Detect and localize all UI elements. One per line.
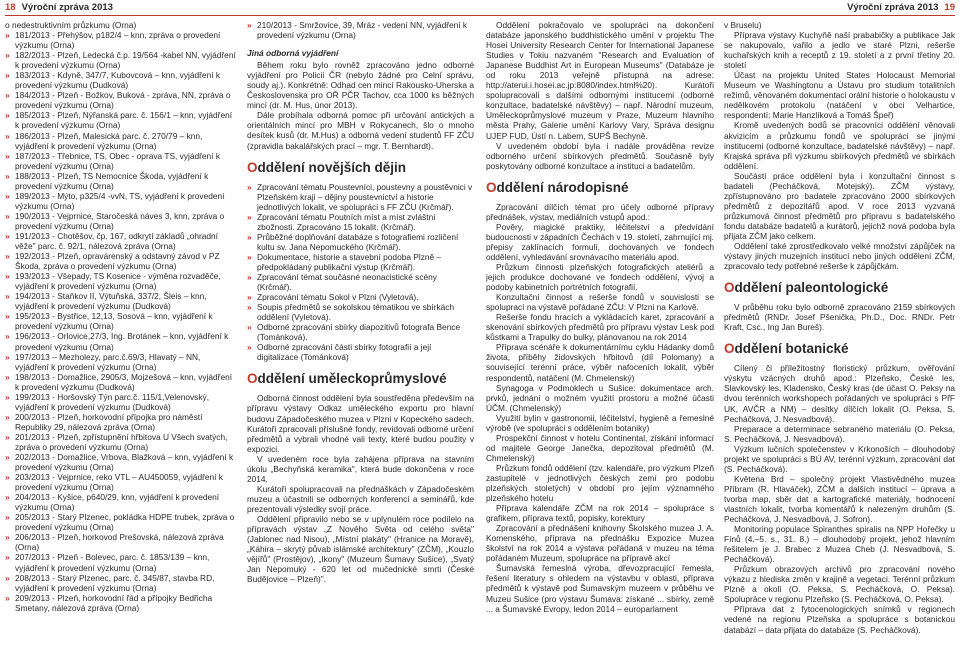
col4-paragraph: Květena Brd – společný projekt Vlastivědného muzea Příbram (R. Hlaváček), ZČM a dalších institucí – úprava a tvorba map, sběr dat a kartografické materiály, hodnocení vlastních lokalit, tvorba komentářů k nalezeným druhům (S. Pecháčková, J. Nesvadbová, J. Sofron). xyxy=(724,473,955,525)
list-item: » 202/2013 - Domažlice, Vrbova, Blažková – knn, vyjádření k provedení výzkumu (Orna) xyxy=(5,452,234,473)
section-heading: Oddělení paleontologické xyxy=(724,280,889,296)
col3-paragraph: Prospekční činnost v hotelu Continental, získání informací od majitele George Janečka, depozitoval předmětů (M. Chmelenský) xyxy=(486,432,714,463)
bullet-marker-icon: » xyxy=(5,431,10,442)
list-item: » 201/2013 - Plzeň, zpřístupnění hřbitova U Všech svatých, zpráva o provedení výzkumu (Orna) xyxy=(5,431,228,452)
col4-paragraph: Monitoring populace Spiranthes spiralis na NPP Hořečky u Fínů (4.–5. s., 31. 8.) – dlouhodobý projekt, jehož hlavním řešitelem je J. Brabec z Muzea Cheb (J. Nesvadbová, S. Pecháčková). xyxy=(724,524,955,565)
list-item: » 208/2013 - Starý Plzenec, parc. č. 345/87, stavba RD, vyjádření k provedení výzkumu (Orna) xyxy=(5,572,215,593)
col3-paragraph: Zpracování dílčích témat pro účely odborné přípravy přednášek, výstav, mediálních vstupů apod.: xyxy=(486,201,714,222)
header-rule xyxy=(5,15,955,16)
col4-paragraph: Součástí práce oddělení byla i konzultační činnost s badateli (Pecháčková, Motejský). ZČM výstavy, zpřístupnováno pro badatele zpracováno 2000 sbírkových předmětů z depozitářů apod. V roce 2013 vyzvaná průzkumová činnost předmětů pro přípravu s badatelského fondu databáze badatelů a kurátorů, jejichž nová podoba byla přijata ZČM jako celkem. xyxy=(724,170,955,241)
col2-paragraph: Odborná činnost oddělení byla soustředěna především na přípravu výstavy Odkaz uměleckého exportu pro hlavní budovu Západočeského muzea v Plzni v Kopeckého sadech. Kurátoři zpracovali příslušné fondy, revidovali odborné určení předmětů a vybrali vhodné vali texty, které budou použity v expozici. xyxy=(247,393,474,454)
column-3 xyxy=(486,20,714,648)
col1-lead: o nedestruktivním průzkumu (Orna) xyxy=(5,20,137,30)
bullet-marker-icon: » xyxy=(5,371,10,382)
col3-paragraph: Konzultační činnost a rešerše fondů v souvislosti se spoluprací na výstavě pořádané ZČU: V Plzni na Karlově. xyxy=(486,292,714,313)
col2-paragraph: Během roku bylo rovněž zpracováno jedno odborné vyjádření pro Policii ČR (nebylo žádné pro Celní správu, soudy aj.). Konkrétně: Odhad cen mincí Rakousko-Uherska a Československa pro OŘ PČR Tachov, cca 1000 ks běžných mincí (dr. M. Hus, únor 2013). xyxy=(247,60,474,111)
list-item: » 191/2013 - Chotěšov, čp. 167, odkrytí základů „ohradní věže" parc. č. 92/1, nálezová zpráva (Orna) xyxy=(5,230,218,252)
bullet-marker-icon: » xyxy=(5,190,10,201)
col3-paragraph: Příprava kalendáře ZČM na rok 2014 – spolupráce s grafikem, příprava textů, popisky, korektury xyxy=(486,503,714,524)
list-item: » 210/2013 - Smržovice, 39, Mráz - vedení NN, vyjádření k provedení výzkumu (Orna) xyxy=(247,20,468,41)
list-item: » Zpracování témat součásné neonacistické scény (Krčmář). xyxy=(247,271,437,293)
list-item: » 200/2013 - Plzeň, horkovodní přípojka pro náměstí Republiky 29, nálezová zpráva (Orna) xyxy=(5,411,203,432)
col4-paragraph: Preparace a determinace sebraného materiálu (O. Peksa, S. Pecháčková, J. Nesvadbová). xyxy=(724,423,955,444)
list-item: » Soupis předmětů se sokolskou tématikou ve sbírkách oddělení (Vyletová). xyxy=(247,302,455,323)
list-item: » 184/2013 - Plzeň - Božkov, Buková - zpráva, NN, zpráva o provedení výzkumu (Orna) xyxy=(5,90,231,111)
col4-paragraph: Příprava dat z fytocenologických snímků v regionech vedené na regionu Plzeňska a spolupráce s botanickou databází – data přijata do databáze (S. Pecháčková). xyxy=(724,604,955,635)
list-item: » 206/2013 - Plzeň, horkovod Prešovská, nálezová zpráva (Orna) xyxy=(5,532,224,553)
col4-paragraph: Příprava výstavy Kuchyňě naší prababičky a publikace Jak se nakupovalo, vařilo a jedlo ve staré Plzni, rešerše kuchařských knih a receptů z 19. století a z první třetiny 20. století xyxy=(724,30,955,71)
list-item: » 197/2013 – Mezholezy, parc.č.69/3, Hlavatý – NN, vyjádření k provedení výzkumu (Orna) xyxy=(5,351,201,372)
list-item: » Odborné zpracování sbírky diapozitivů fotografa Bence (Tománková). xyxy=(247,322,461,343)
bullet-marker-icon: » xyxy=(5,210,10,221)
col3-paragraph: Využití bylin v gastronomii, léčitelství, hygieně a řemeslné výrobě (ve spolupráci s oddělením botaniky) xyxy=(486,412,714,433)
section-heading: Oddělení uměleckoprůmyslové xyxy=(247,371,447,387)
bullet-marker-icon: » xyxy=(5,271,10,282)
list-item: » 207/2013 - Plzeň - Bolevec, parc. č. 1853/139 – knn, vyjádření k provedení výzkumu (Orna) xyxy=(5,552,210,573)
list-item: » 185/2013 - Plzeň, Nýřanská parc. č. 156/1 – knn, vyjádření k provedení výzkumu (Orna) xyxy=(5,110,233,131)
list-item: » 186/2013 - Plzeň, Malesická parc. č. 270/79 – knn, vyjádření k provedení výzkumu (Orna) xyxy=(5,130,203,151)
col3-paragraph: Průzkum činnosti plzeňských fotografických ateliérů a jejich produkce dochované ve fondech oddělení, vývoj a podoby kabinetních portrétních fotografií. xyxy=(486,261,714,293)
bullet-marker-icon: » xyxy=(5,512,10,523)
bullet-marker-icon: » xyxy=(5,492,10,503)
list-item: » 196/2013 - Orlovice,27/3, Ing. Brotánek – knn, vyjádření k provedení výzkumu (Orna) xyxy=(5,331,229,352)
bullet-marker-icon: » xyxy=(5,572,10,583)
col4-paragraph: Účast na projektu United States Holocaust Memorial Museum ve Washingtonu a Ústavu pro studium totalitních režimů, věnovaném dokumentaci orální historie o holokaustu v nedělkovém protokolu (natáčení v obci Velhartice, respondentí: Marie Hanzlíková a Tomáš Špeř) xyxy=(724,70,955,121)
col2-list-mid xyxy=(247,182,474,363)
bullet-marker-icon: » xyxy=(5,90,10,101)
page-header xyxy=(0,0,960,15)
list-item: » 192/2013 - Plzeň, opravárenský a odstavný závod v PZ Škoda, zpráva o provedení výzkumu (Orna) xyxy=(5,251,220,272)
bullet-marker-icon: » xyxy=(247,181,252,192)
column-4 xyxy=(724,20,955,648)
column-1 xyxy=(5,20,236,648)
list-item: » 194/2013 - Staňkov II, Výtuňská, 337/2, Šleis – knn, vyjádření k provedení výzkumu (Dudková) xyxy=(5,291,207,312)
bullet-marker-icon: » xyxy=(5,452,10,463)
list-item: » 199/2013 - Horšovský Týn parc.č. 115/1,Velenovský, vyjádření k provedení výzkumu (Dudková) xyxy=(5,391,210,412)
bullet-marker-icon: » xyxy=(5,331,10,342)
section-heading: Oddělení novějších dějin xyxy=(247,159,407,175)
col4-paragraph: v Bruselu) xyxy=(724,20,762,30)
col3-paragraph: Šumavská řemeslná výroba, dřevozpracující řemesla, řešení literatury s ohledem na výstavbu v oblasti, příprava předmětů k výstavě pod Šumavským muzeem v průběhu ve Muzeu Sušice (pro výstavu Šumava: získané ... sbírky, země ... a Šumavské Evropy, ledon 2014 – europarlament xyxy=(486,563,714,614)
col2-paragraphs-end xyxy=(247,393,474,584)
list-item: » 209/2013 - Plzeň, horkovodní řád a přípojky Bedřicha Smetany, nálezová zpráva (Orna) xyxy=(5,592,213,613)
col4-paragraphs-top xyxy=(724,20,955,271)
list-item: » Odborné zpracování části sbírky fotografií a její digitalizace (Tománková) xyxy=(247,342,432,363)
bullet-marker-icon: » xyxy=(5,170,10,181)
bullet-marker-icon: » xyxy=(5,291,10,302)
left-page-number: 18 xyxy=(5,2,16,13)
col3-paragraph: Příprava scénáře k dokumentárnímu cyklu Hádanky domů života, příběhy židovských hřbitovů (díl Polomany) a související terénní práce, výběr nafoceních lokalit, výběr respondentů, natáčení (M. Chmelenský) xyxy=(486,342,714,383)
list-item: » 181/2013 - Přehýšov, p182/4 – knn, zpráva o provedení výzkumu (Orna) xyxy=(5,30,221,51)
col4-paragraphs-end xyxy=(724,363,955,634)
col4-paragraph: Cílený či příležitostný floristický průzkum, ověřování výskytu vzácných druhů apod.: Plzeňsko, České les, Slavkovský les, Kladensko, Český kras (de účast O. Peksy na dvou terénních workshopech pořádaných ve spolupráci s PřF UK, AVČR a NM) – desítky dílčích lokalit (O. Peksa, S. Pecháčková, J. Nesvadbová). xyxy=(724,363,955,424)
list-item: » 187/2013 - Třebnice, TS, Obec - oprava TS, vyjádření k provedení výzkumu (Orna) xyxy=(5,150,220,171)
col3-paragraph: Pověry, magické praktiky, léčitelství a předvídání budoucnosti v západních Čechách v 19. století, zahrnující mj. přepisy zaklínacích formulí, dochovaných ve fondech oddělení, vyhledávání srovnávacího materiálu apod. xyxy=(486,221,714,262)
list-item: » 193/2013 - Všepady, TS Kosenice - výměna rozvaděče, vyjádření k provedení výzkumu (Orna) xyxy=(5,271,221,292)
bullet-marker-icon: » xyxy=(247,322,252,333)
bullet-marker-icon: » xyxy=(247,20,252,30)
bullet-marker-icon: » xyxy=(5,391,10,402)
bullet-marker-icon: » xyxy=(5,351,10,362)
bullet-marker-icon: » xyxy=(5,130,10,141)
bullet-marker-icon: » xyxy=(247,342,252,353)
list-item: » 188/2013 - Plzeň, TS Nemocnice Škoda, vyjádření k provedení výzkumu (Orna) xyxy=(5,170,209,191)
col4-paragraph: Oddělení také zprostředkovalo velké množství zápůjček na výstavy jiných muzejních institucí nebo jiných oddělení ZČM, zpracovalo tedy potřebné rešerše k zápůjčkám. xyxy=(724,241,955,272)
col3-paragraph: Zpracování a přednášení knihovny Školského muzea J. A. Komenského, příprava na přednášku Expozice Muzea školství na rok 2014 a výstava pořádaná v muzeu na téma pořádaném Muzeum, spolupráce na přípravě akcí xyxy=(486,523,714,564)
right-page-number: 19 xyxy=(944,2,955,13)
col3-paragraphs-top xyxy=(486,20,714,171)
col3-paragraph: V uvedeném období byla i nadále prováděna revize odborného určení sbírkových předmětů. Současně byly poskytovány odborné konzultace a instituci a badatelům. xyxy=(486,140,714,171)
list-item: » 183/2013 - Kdyně, 347/7, Kubovcová – knn, vyjádření k provedení výzkumu (Dudková) xyxy=(5,70,221,91)
col4-paragraph: Výzkum lučních společenstev v Krkonoších – dlouhodobý projekt ve spolupráci s BÚ AV, terénní výzkum, zpracování dat (S. Pecháčková). xyxy=(724,443,955,474)
list-item: » Zpracování tématu Poustevníci, poustevny a poustěvnici v Plzeňském kraji – dějiny poustevnictví a historie jednotlivých lokalit, ve spolupráci s FF ZČU (Krčmář). xyxy=(247,181,473,212)
col3-paragraph: Rešerše fondu hracích a vykládacích karet, zpracování a skenování sbírkových předmětů pro přípravu výstav Lesk pod kůstkami a Trapulky do bulky, plánovanou na rok 2014 xyxy=(486,312,714,343)
col3-paragraph: Synagoga v Podmoklech u Sušice: dokumentace arch. prvků, jednání o možném využití prostoru a možné účasti ÚČM. (Chmelenský) xyxy=(486,382,714,413)
left-running-title: Výroční zpráva 2013 xyxy=(21,2,113,13)
list-item: » Zpracování tématu Poutních míst a míst zvláštní zbožnosti. Zpracováno 15 lokalit. (Krčmář). xyxy=(247,211,436,232)
col2-paragraph: Kurátoři spolupracovali na přednáškách v Západočeském muzeu a účastnili se odborných konferencí a seminářů, kde prezentovali výsledky svojí práce. xyxy=(247,483,474,514)
list-item: » 189/2013 - Mýto, p325/4 -vvN, TS, vyjádření k provedení výzkumu (Orna) xyxy=(5,190,225,211)
bullet-marker-icon: » xyxy=(247,271,252,282)
col4-paragraph: Průzkum obrazových archivů pro zpracování nového výkazu z hlediska změn v krajině a vegetaci. Terénní průzkum Plzně a okolí (O. Peksa, S. Pecháčková, O. Peksa). Spolupráce v regionu Plzeňsko (S. Pecháčková, O. Peksa). xyxy=(724,564,955,605)
bullet-marker-icon: » xyxy=(5,251,10,262)
col2-paragraph: Oddělení připravilo nebo se v uplynulém roce podílelo na přípravách výstav „Z Nového Světa od celého světa" (Jablonec nad Nisou), „Místní plakáty" (Hranice na Moravě), „Káhira – skrytý půvab islámské architektury" (ZČM), „Kouzlo vějířů" (Prostějov), „Ikony" (Muzeum Šumavy Sušice), „Svatý Jan Nepomuký - 620 let od mučednické smrti (České Budějovice – Plzeň)". xyxy=(247,513,474,585)
col3-paragraph: Průzkum fondů oddělení (tzv. kalendáře, pro výzkum Plzeň zastupitelé v jednotlivých českých zemí pro podobu plzeňských stoletých) v období pro jejím významného plzeňského hotelu xyxy=(486,462,714,504)
bullet-marker-icon: » xyxy=(247,302,252,313)
column-2 xyxy=(247,20,474,648)
list-item: » Zpracování tématu Sokol v Plzni (Vyletová). xyxy=(247,292,419,303)
col4-paragraph: Kromě uvedených bodů se pracovníci oddělení věnovali akvizicím a průzkumu fondů ve spolupráci se jinými institucemi (odborné konzultace, badatelské návštěvy) – např. Krajská správa při výzkumu sbírkových předmětů ve sbírkách oddělení. xyxy=(724,120,955,171)
right-running-title: Výroční zpráva 2013 xyxy=(847,2,939,13)
bullet-marker-icon: » xyxy=(5,311,10,322)
list-item: » 195/2013 - Bystřice, 12,13, Sosová – knn, vyjádření k provedení výzkumu (Orna) xyxy=(5,311,213,332)
col2-list-top xyxy=(247,20,474,40)
list-item: » 204/2013 - Kyšice, p640/29, knn, vyjádření k provedení výzkumu (Orna) xyxy=(5,492,220,513)
list-item: » 182/2013 - Plzeň, Ledecká č.p. 19/564 -kabel NN, vyjádření k provedení výzkumu (Orna) xyxy=(5,50,236,71)
bullet-marker-icon: » xyxy=(5,472,10,483)
bullet-marker-icon: » xyxy=(5,230,10,241)
bullet-marker-icon: » xyxy=(5,70,10,81)
list-item: » 203/2013 - Vejprnice, reko VTL – AU450059, vyjádření k provedení výzkumu (Orna) xyxy=(5,472,223,493)
bullet-marker-icon: » xyxy=(5,411,10,422)
list-item: » 205/2013 - Starý Plzenec, pokládka HDPE trubek, zpráva o provedení výzkumu (Orna) xyxy=(5,512,235,533)
list-item: » 190/2013 - Vejprnice, Staročeská náves 3, knn, zpráva o provedení výzkumu (Orna) xyxy=(5,210,225,231)
col2-paragraph: Dále probíhala odborná pomoc při určování antických a orientálních mincí pro MBH v Rokycanech, šlo o mnoho desítek kusů (dr. M.Hus) a odborná vedení studentů FF ZČU (zpravidla bakalářských prací – mgr. T. Bernhardt). xyxy=(247,110,474,151)
bullet-marker-icon: » xyxy=(247,211,252,222)
bullet-marker-icon: » xyxy=(247,251,252,262)
bullet-marker-icon: » xyxy=(5,532,10,543)
bullet-marker-icon: » xyxy=(5,110,10,121)
list-item: » Dokumentace, historie a stavební podoba Plzně – předpokládaný publikační výstup (Krčmář). xyxy=(247,251,442,272)
col1-list xyxy=(5,30,236,613)
list-item: » Průběžné doplňování databáze s fotografiemi rozličení kultu sv. Jana Nepomuckého (Krčmář). xyxy=(247,231,459,252)
col3-paragraphs xyxy=(486,202,714,614)
list-item: » 198/2013 - Domažlice, 2905/3, Mojzešová – knn, vyjádření k provedení výzkumu (Dudková) xyxy=(5,371,233,392)
bullet-marker-icon: » xyxy=(5,30,10,41)
bullet-marker-icon: » xyxy=(247,292,252,303)
col3-paragraph: Oddělení pokračovalo ve spolupráci na dokončení databáze japonského buddhistického umění v projektu The Hosei University Research Center for International Japanese Studies v Tokiu nazvaném "Research and Evaluation of Japanese Buddhist Art in European Museums" (Databáze je od roku 2013 veřejně přístupná na adrese: http://aterui.i.hosei.ac.jp:8080/index.html%20). Kurátoři spolupracovali s dalšími odbornými institucemi (odborné konzultace, badatelské návštěvy) – např. Národní muzeum, Uměleckoprůmyslové muzeum v Praze, Muzeum hlavního města Prahy, Galerie umění Karlovy Vary, Správa designu UJEP FUD, Ústí n. Labem, SUPŠ Bechyně. xyxy=(486,20,714,141)
section-heading: Oddělení botanické xyxy=(724,341,849,357)
section-heading: Oddělení národopisné xyxy=(486,179,629,195)
bullet-marker-icon: » xyxy=(247,231,252,242)
col2-paragraph: V uvedeném roce byla zahájena příprava na stavním úkolu „Bechyňská keramika", která bude dokončena v roce 2014. xyxy=(247,453,474,484)
bullet-marker-icon: » xyxy=(5,592,10,603)
col2-subheading: Jiná odborná vyjádření xyxy=(247,48,339,59)
bullet-marker-icon: » xyxy=(5,552,10,563)
bullet-marker-icon: » xyxy=(5,50,10,61)
col4-paragraph: V průběhu roku bylo odborně zpracováno 2159 sbírkových předmětů (RNDr. Josef Pšenička, Ph.D., Doc. RNDr. Petr Kraft, Csc., Ing Jan Bureš). xyxy=(724,302,955,333)
bullet-marker-icon: » xyxy=(5,150,10,161)
